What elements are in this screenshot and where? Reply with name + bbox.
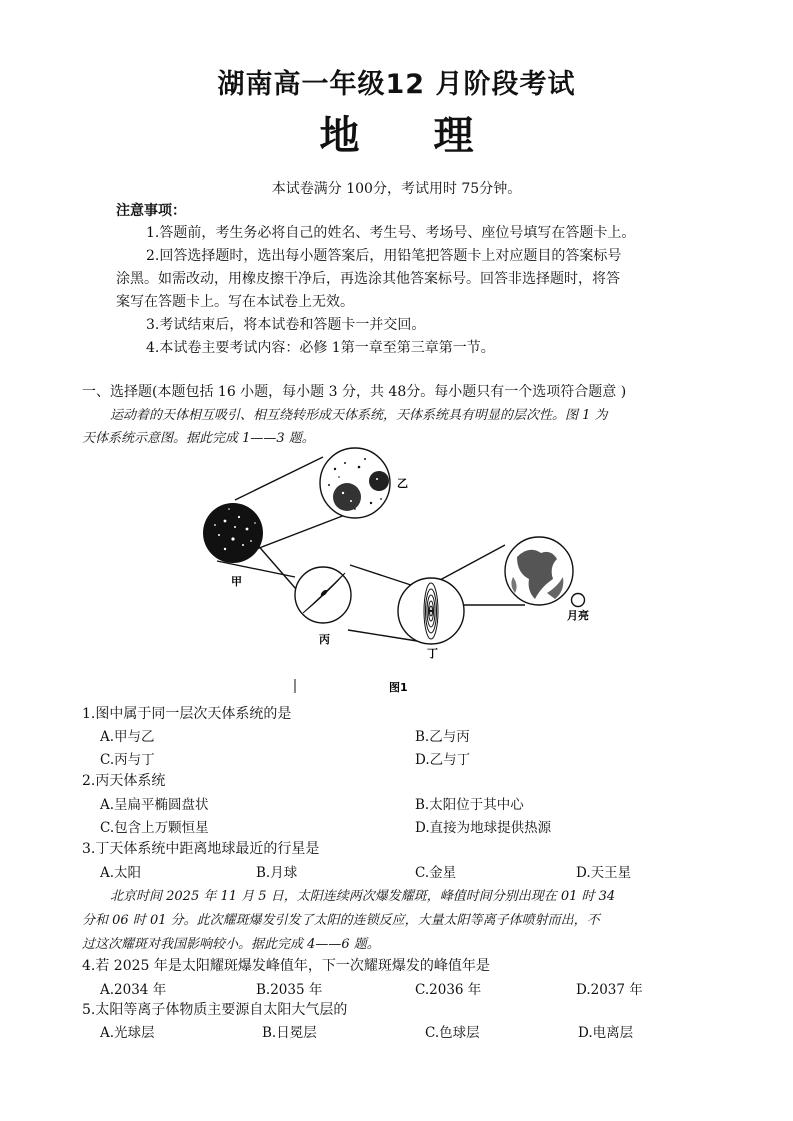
- figure-caption: 图1: [389, 681, 408, 694]
- question-4-option-b: B.2035 年: [256, 982, 323, 998]
- intro-line-2: 天体系统示意图。据此完成 1——3 题。: [82, 431, 315, 446]
- question-3-option-a: A.太阳: [100, 865, 142, 881]
- question-4-option-a: A.2034 年: [100, 982, 167, 998]
- question-2-option-b: B.太阳位于其中心: [415, 797, 524, 813]
- exam-meta: 本试卷满分 100分，考试用时 75分钟。: [271, 181, 522, 197]
- passage2-line-2: 分和 06 时 01 分。此次耀斑爆发引发了太阳的连锁反应，大量太阳等离子体喷射而出，不: [82, 913, 600, 928]
- notice-line-2: 2.回答选择题时，选出每小题答案后，用铅笔把答题卡上对应题目的答案标号: [146, 248, 622, 264]
- label-moon: 月亮: [567, 609, 589, 622]
- passage2-line-1: 北京时间 2025 年 11 月 5 日，太阳连续两次爆发耀斑，峰值时间分别出现在 01 时 34: [110, 889, 616, 904]
- question-2-option-a: A.呈扁平椭圆盘状: [100, 797, 209, 813]
- label-yi: 乙: [397, 477, 408, 490]
- earth-globe: [505, 537, 573, 605]
- notice-line-5: 3.考试结束后，将本试卷和答题卡一并交回。: [146, 317, 426, 333]
- question-5-option-a: A.光球层: [100, 1025, 155, 1041]
- label-jia: 甲: [231, 575, 242, 588]
- moon-circle: [572, 594, 585, 607]
- subject-title: 地 理: [319, 113, 474, 159]
- notice-line-6: 4.本试卷主要考试内容：必修 1第一章至第三章第一节。: [146, 340, 495, 356]
- question-3-option-c: C.金星: [415, 865, 457, 881]
- exam-title: 湖南高一年级12 月阶段考试: [217, 69, 576, 100]
- question-5-option-c: C.色球层: [425, 1025, 480, 1041]
- question-2-stem: 2.丙天体系统: [82, 773, 166, 789]
- question-1-option-b: B.乙与丙: [415, 729, 470, 745]
- label-bing: 丙: [319, 633, 330, 646]
- ding-system: [398, 578, 464, 644]
- question-4-option-d: D.2037 年: [576, 982, 643, 998]
- notice-line-1: 1.答题前，考生务必将自己的姓名、考生号、考场号、座位号填写在答题卡上。: [146, 225, 636, 241]
- question-1-option-c: C.丙与丁: [100, 752, 155, 768]
- question-2-option-d: D.直接为地球提供热源: [415, 820, 552, 836]
- notice-line-3: 涂黑。如需改动，用橡皮擦干净后，再选涂其他答案标号。回答非选择题时，将答: [116, 271, 620, 287]
- question-3-option-b: B.月球: [256, 865, 298, 881]
- question-5-option-d: D.电离层: [578, 1025, 634, 1041]
- question-1-option-a: A.甲与乙: [100, 729, 155, 745]
- section-heading: 一、选择题(本题包括 16 小题，每小题 3 分，共 48分。每小题只有一个选项符合题意 ): [82, 384, 627, 400]
- notice-line-4: 案写在答题卡上。写在本试卷上无效。: [116, 294, 354, 310]
- question-4-option-c: C.2036 年: [415, 982, 482, 998]
- yi-system: [320, 448, 390, 518]
- question-4-stem: 4.若 2025 年是太阳耀斑爆发峰值年，下一次耀斑爆发的峰值年是: [82, 958, 490, 974]
- question-2-option-c: C.包含上万颗恒星: [100, 820, 209, 836]
- question-5-stem: 5.太阳等离子体物质主要源自太阳大气层的: [82, 1002, 348, 1018]
- label-ding: 丁: [427, 647, 438, 660]
- question-1-option-d: D.乙与丁: [415, 752, 471, 768]
- passage2-line-3: 过这次耀斑对我国影响较小。据此完成 4——6 题。: [82, 937, 380, 952]
- bing-system: [295, 567, 351, 623]
- question-1-stem: 1.图中属于同一层次天体系统的是: [82, 706, 292, 722]
- question-3-stem: 3.丁天体系统中距离地球最近的行星是: [82, 841, 320, 857]
- question-5-option-b: B.日冕层: [262, 1025, 317, 1041]
- question-3-option-d: D.天王星: [576, 865, 632, 881]
- celestial-system-figure: [195, 445, 615, 705]
- jia-system: [203, 503, 263, 563]
- intro-line-1: 运动着的天体相互吸引、相互绕转形成天体系统，天体系统具有明显的层次性。图 1 为: [110, 408, 608, 423]
- notice-heading: 注意事项：: [116, 203, 186, 219]
